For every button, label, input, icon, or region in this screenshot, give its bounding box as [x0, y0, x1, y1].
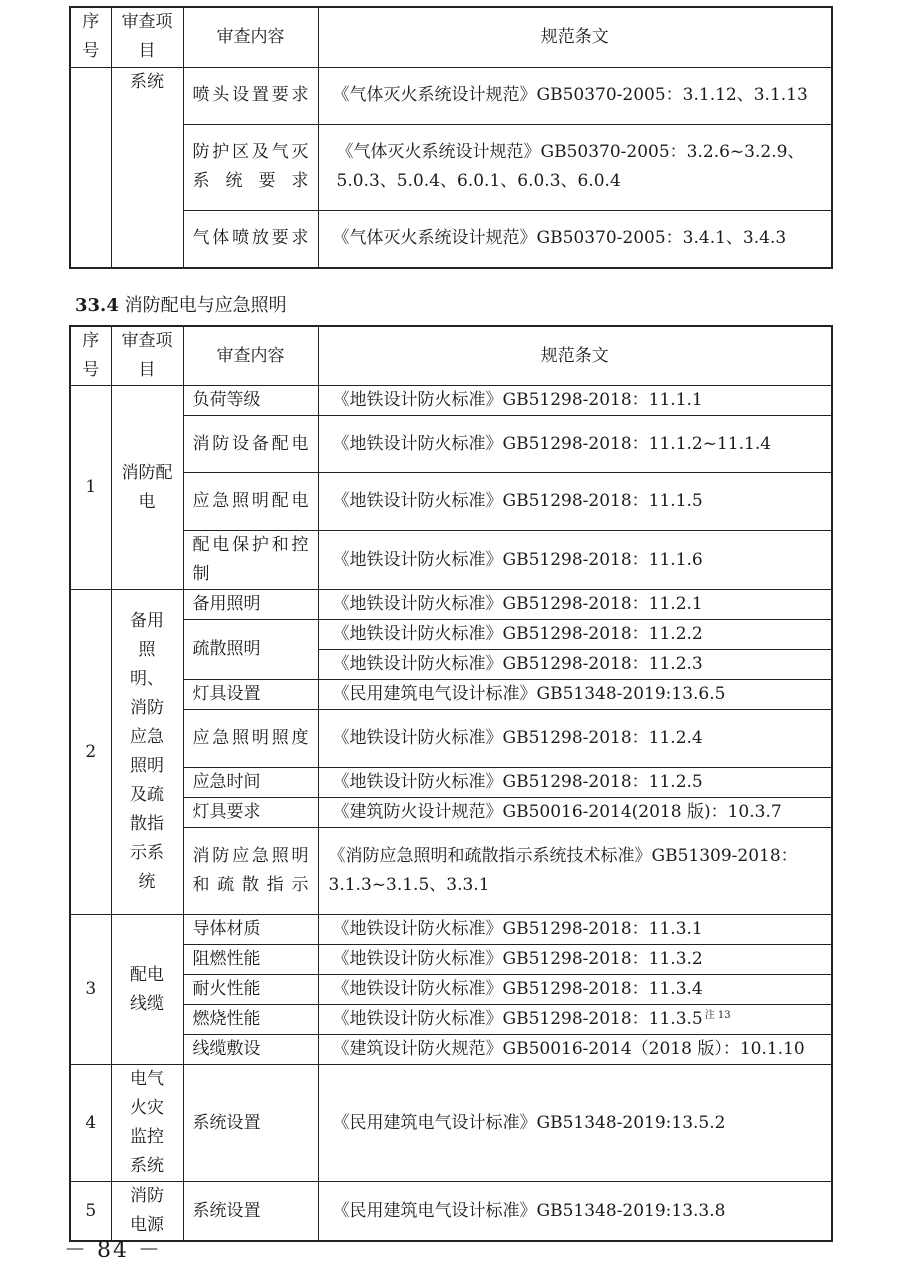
content-cell: 备用照明 [183, 590, 318, 620]
content-cell: 消防设备配电 [183, 416, 318, 473]
fire-power-lighting-table [69, 325, 833, 1242]
table-row [70, 1182, 832, 1242]
table-row [70, 590, 832, 620]
table-row [70, 828, 832, 915]
header-item: 审查项目 [111, 326, 183, 386]
table-row [70, 915, 832, 945]
content-cell: 疏散照明 [183, 620, 318, 680]
header-content: 审查内容 [183, 7, 318, 67]
footnote-ref: 注 13 [704, 1010, 731, 1021]
spec-cell: 《地铁设计防火标准》GB51298-2018：11.2.1 [318, 590, 832, 620]
spec-cell: 《民用建筑电气设计标准》GB51348-2019:13.5.2 [318, 1065, 832, 1182]
spec-cell: 《地铁设计防火标准》GB51298-2018：11.1.6 [318, 531, 832, 590]
content-cell: 导体材质 [183, 915, 318, 945]
item-cell: 消防配电 [111, 386, 183, 590]
content-cell: 负荷等级 [183, 386, 318, 416]
spec-cell: 《地铁设计防火标准》GB51298-2018：11.1.5 [318, 473, 832, 531]
gas-extinguishing-table [69, 6, 833, 269]
item-cell: 系统 [111, 67, 183, 268]
content-cell: 灯具要求 [183, 798, 318, 828]
table-row [70, 416, 832, 473]
table-row [70, 680, 832, 710]
header-seq: 序号 [70, 7, 111, 67]
table-row [70, 473, 832, 531]
spec-cell [318, 1005, 832, 1035]
spec-cell: 《地铁设计防火标准》GB51298-2018：11.3.4 [318, 975, 832, 1005]
spec-cell: 《民用建筑电气设计标准》GB51348-2019:13.3.8 [318, 1182, 832, 1242]
content-cell: 喷头设置要求 [183, 67, 318, 124]
header-seq: 序号 [70, 326, 111, 386]
spec-cell: 《气体灭火系统设计规范》GB50370-2005：3.1.12、3.1.13 [318, 67, 832, 124]
content-cell: 应急时间 [183, 768, 318, 798]
table-row [70, 1035, 832, 1065]
seq-cell: 3 [70, 915, 111, 1065]
content-cell: 线缆敷设 [183, 1035, 318, 1065]
header-content: 审查内容 [183, 326, 318, 386]
page-number: － 84 － [64, 1238, 162, 1263]
table-row [70, 798, 832, 828]
seq-cell: 1 [70, 386, 111, 590]
spec-cell: 《地铁设计防火标准》GB51298-2018：11.2.2 [318, 620, 832, 650]
spec-text: 《地铁设计防火标准》GB51298-2018：11.3.5 [332, 1009, 703, 1029]
table-header-row [70, 7, 832, 67]
spec-cell: 《建筑设计防火规范》GB50016-2014（2018 版）：10.1.10 [318, 1035, 832, 1065]
content-cell: 消防应急照明和疏散指示 [183, 828, 318, 915]
spec-cell: 《消防应急照明和疏散指示系统技术标准》GB51309-2018：3.1.3~3.1.5、3.3.1 [318, 828, 832, 915]
section-number: 33.4 [75, 295, 119, 316]
spec-cell: 《建筑防火设计规范》GB50016-2014(2018 版)：10.3.7 [318, 798, 832, 828]
content-cell: 应急照明照度 [183, 710, 318, 768]
section-heading: 消防配电与应急照明 [124, 295, 287, 316]
table-row [70, 386, 832, 416]
table-row [70, 945, 832, 975]
item-cell: 电气火灾监控系统 [111, 1065, 183, 1182]
spec-cell: 《气体灭火系统设计规范》GB50370-2005：3.2.6~3.2.9、5.0.3、5.0.4、6.0.1、6.0.3、6.0.4 [318, 124, 832, 210]
header-spec: 规范条文 [318, 326, 832, 386]
table-row [70, 710, 832, 768]
content-cell: 燃烧性能 [183, 1005, 318, 1035]
seq-cell: 2 [70, 590, 111, 915]
table-row [70, 1005, 832, 1035]
item-cell: 消防电源 [111, 1182, 183, 1242]
table-row [70, 768, 832, 798]
table-row [70, 620, 832, 650]
content-cell: 气体喷放要求 [183, 210, 318, 268]
item-cell: 配电线缆 [111, 915, 183, 1065]
content-cell: 系统设置 [183, 1065, 318, 1182]
spec-cell: 《地铁设计防火标准》GB51298-2018：11.3.1 [318, 915, 832, 945]
spec-cell: 《地铁设计防火标准》GB51298-2018：11.2.4 [318, 710, 832, 768]
spec-cell: 《地铁设计防火标准》GB51298-2018：11.2.3 [318, 650, 832, 680]
content-cell: 配电保护和控制 [183, 531, 318, 590]
table-row [70, 210, 832, 268]
content-cell: 灯具设置 [183, 680, 318, 710]
table-row [70, 531, 832, 590]
content-cell: 耐火性能 [183, 975, 318, 1005]
table-row [70, 1065, 832, 1182]
seq-cell [70, 67, 111, 268]
spec-cell: 《民用建筑电气设计标准》GB51348-2019:13.6.5 [318, 680, 832, 710]
spec-cell: 《气体灭火系统设计规范》GB50370-2005：3.4.1、3.4.3 [318, 210, 832, 268]
spec-cell: 《地铁设计防火标准》GB51298-2018：11.3.2 [318, 945, 832, 975]
content-cell: 系统设置 [183, 1182, 318, 1242]
item-cell: 备用照明、消防应急照明及疏散指示系统 [111, 590, 183, 915]
section-title [75, 292, 287, 320]
header-spec: 规范条文 [318, 7, 832, 67]
table-header-row [70, 326, 832, 386]
content-cell: 防护区及气灭系统要求 [183, 124, 318, 210]
spec-cell: 《地铁设计防火标准》GB51298-2018：11.1.2~11.1.4 [318, 416, 832, 473]
seq-cell: 5 [70, 1182, 111, 1242]
content-cell: 阻燃性能 [183, 945, 318, 975]
seq-cell: 4 [70, 1065, 111, 1182]
table-row [70, 67, 832, 124]
spec-cell: 《地铁设计防火标准》GB51298-2018：11.1.1 [318, 386, 832, 416]
table-row [70, 975, 832, 1005]
content-cell: 应急照明配电 [183, 473, 318, 531]
spec-cell: 《地铁设计防火标准》GB51298-2018：11.2.5 [318, 768, 832, 798]
header-item: 审查项目 [111, 7, 183, 67]
table-row [70, 124, 832, 210]
